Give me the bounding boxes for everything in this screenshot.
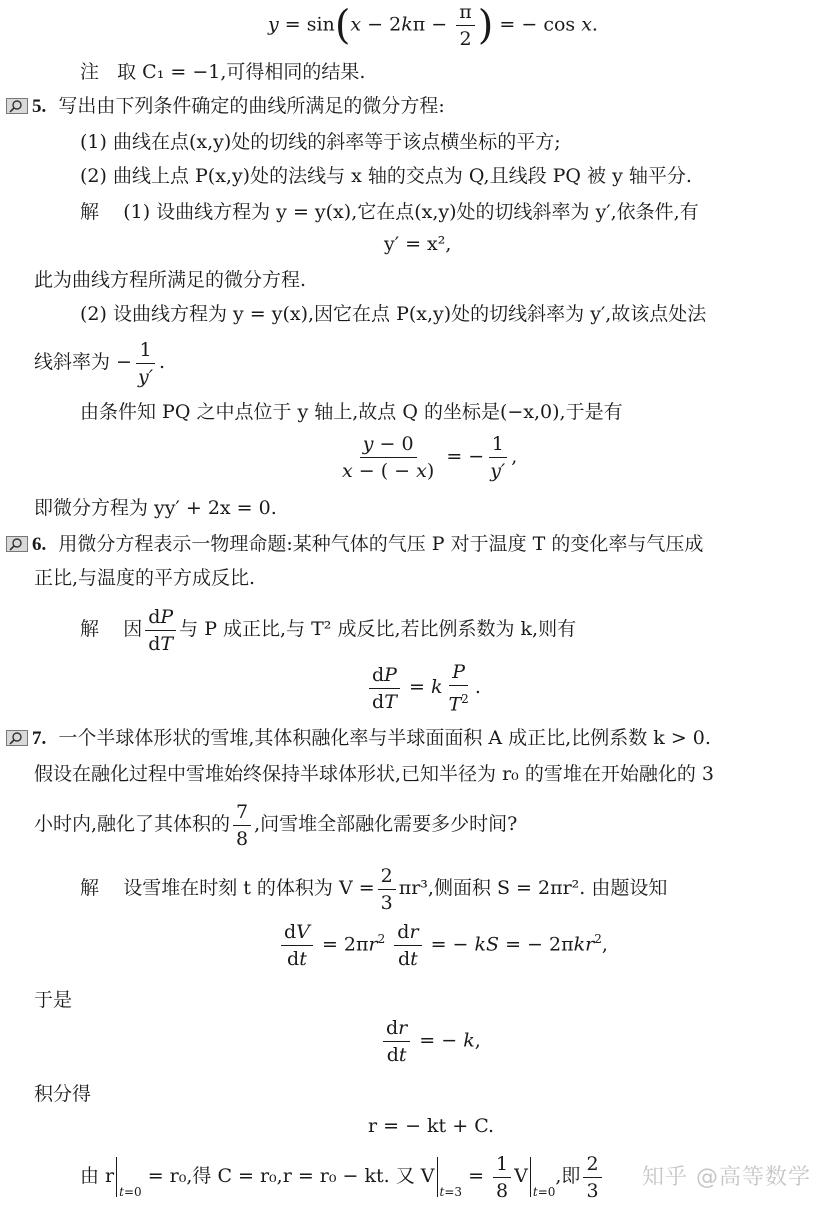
top-equation: y = sin(x − 2kπ − $\frac{\pi}{2}$ ) = − cos x. [268,1,598,50]
problem-6-statement-1: 用微分方程表示一物理命题:某种气体的气压 P 对于温度 T 的变化率与气压成 [58,533,704,555]
problem-6-number: 6. [32,534,47,555]
text-yushi: 于是 [34,989,73,1011]
problem-7-statement-2: 假设在融化过程中雪堆始终保持半球体形状,已知半径为 r₀ 的雪堆在开始融化的 3 [34,763,714,785]
problem-5-solution-1 [80,198,699,226]
problem-6-statement-2: 正比,与温度的平方成反比. [34,567,256,589]
equation-dr-dt: $\frac{dr}{dt}$ = − k, [380,1016,481,1067]
note-line [80,58,365,86]
watermark: 知乎 @高等数学 [642,1165,811,1190]
problem-5-part2: (2) 曲线上点 P(x,y)处的法线与 x 轴的交点为 Q,且线段 PQ 被 y 轴平分. [80,165,692,187]
text-jifen: 积分得 [34,1083,92,1105]
equation-y-prime: y′ = x², [384,233,452,255]
note-text: 取 C₁ = −1,可得相同的结果. [117,61,366,83]
note-label: 注 [80,61,100,83]
problem-7-solution: 解 设雪堆在时刻 t 的体积为 V = $\frac{2}{3}$ πr³,侧面积 S = 2πr². 由题设知 [80,864,668,914]
problem-5-header [6,92,445,121]
equation-dV-dt: $\frac{dV}{dt}$ = $2\pi r^2$ $\frac{dr}{dt}$ = − kS = − 2πkr$^2$, [278,920,608,971]
problem-5-part1: (1) 曲线在点(x,y)处的切线的斜率等于该点横坐标的平方; [80,131,561,153]
problem-5-statement: 写出由下列条件确定的曲线所满足的微分方程: [58,95,445,117]
magnifier-icon [6,730,28,746]
problem-6-header [6,530,703,559]
problem-5-sol1-conclusion: 此为曲线方程所满足的微分方程. [34,269,307,291]
magnifier-icon [6,98,28,114]
problem-7-last-line: 由 $r_{t=0} = r_0$,得 C = r₀,r = r₀ − kt. 又 $V_{t=3}$ = $\frac{1}{8}$ $V_{t=0}$,即 $\frac{2}{3}$ [80,1148,605,1220]
problem-5-condition: 由条件知 PQ 之中点位于 y 轴上,故点 Q 的坐标是(−x,0),于是有 [80,401,623,423]
problem-5-solution-2: (2) 设曲线方程为 y = y(x),因它在点 P(x,y)处的切线斜率为 y′,故该点处法 [80,303,707,325]
problem-5-normal-slope: 线斜率为 − $\frac{1}{y'}$ . [34,338,166,388]
problem-5-conclusion: 即微分方程为 yy′ + 2x = 0. [34,497,277,519]
equation-r: r = − kt + C. [368,1115,495,1137]
problem-7-statement-3: 小时内,融化了其体积的 $\frac{7}{8}$ ,问雪堆全部融化需要多少时间? [34,800,518,850]
solution-text: (1) 设曲线方程为 y = y(x),它在点(x,y)处的切线斜率为 y′,依条件,有 [123,201,699,223]
equation-dP-dT: $\frac{dP}{dT}$ = k $\frac{P}{T^2}$ . [366,660,481,716]
problem-7-statement-1: 一个半球体形状的雪堆,其体积融化率与半球面面积 A 成正比,比例系数 k > 0. [58,727,711,749]
problem-7-header [6,724,711,753]
magnifier-icon [6,536,28,552]
problem-6-solution: 解 因 $\frac{dP}{dT}$ 与 P 成正比,与 T² 成反比,若比例系数为 k,则有 [80,605,577,655]
solution-lead: 解 [80,201,100,223]
equation-slope-ratio: $\frac{y - 0}{x - ( - x)}$ = − $\frac{1}{y'}$ , [342,433,518,482]
problem-7-number: 7. [32,728,47,749]
problem-5-number: 5. [32,96,47,117]
